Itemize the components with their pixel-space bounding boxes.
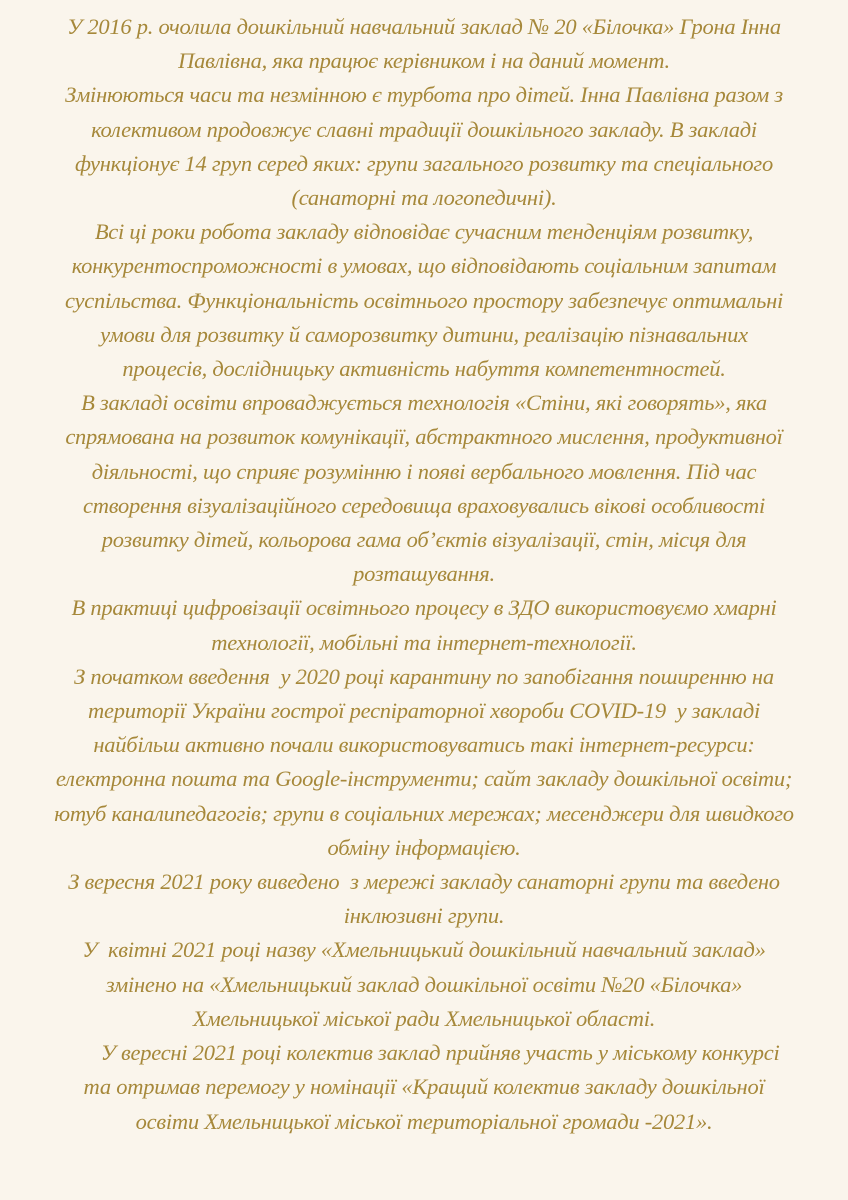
- text-line: технології, мобільні та інтернет-технології.: [211, 629, 637, 655]
- text-line: інклюзивні групи.: [343, 903, 505, 929]
- text-line: конкурентоспроможності в умовах, що відповідають соціальним запитам: [71, 253, 777, 279]
- paragraph-leadership: [0, 10, 848, 78]
- text-line: Хмельницької міської ради Хмельницької області.: [192, 1005, 656, 1031]
- paragraph-covid-resources: [0, 660, 848, 865]
- text-line: ютуб каналипедагогів; групи в соціальних мережах; месенджери для швидкого: [54, 800, 794, 826]
- paragraph-competition-award: [0, 1036, 848, 1139]
- text-line: електронна пошта та Google-інструменти; сайт закладу дошкільної освіти;: [55, 766, 793, 792]
- text-line: З вересня 2021 року виведено з мережі закладу санаторні групи та введено: [68, 869, 780, 895]
- text-line: умови для розвитку й саморозвитку дитини, реалізацію пізнавальних: [100, 321, 748, 347]
- text-line: території України гострої респіраторної хвороби COVID-19 у закладі: [87, 698, 761, 724]
- text-line: Всі ці роки робота закладу відповідає сучасним тенденціям розвитку,: [94, 219, 754, 245]
- text-line: В закладі освіти впроваджується технологія «Стіни, які говорять», яка: [81, 390, 767, 416]
- text-line: розвитку дітей, кольорова гама об’єктів візуалізації, стін, місця для: [101, 527, 747, 553]
- text-line: обміну інформацією.: [327, 834, 521, 860]
- text-line: найбільш активно почали використовуватись такі інтернет-ресурси:: [93, 732, 755, 758]
- paragraph-modern-trends: [0, 215, 848, 386]
- text-line: діяльності, що сприяє розумінню і появі вербального мовлення. Під час: [91, 458, 757, 484]
- text-line: У 2016 р. очолила дошкільний навчальний заклад № 20 «Білочка» Грона Інна: [67, 14, 781, 39]
- text-line: створення візуалізаційного середовища враховувались вікові особливості: [82, 492, 765, 518]
- paragraph-renaming: [0, 933, 848, 1036]
- text-line: функціонує 14 груп серед яких: групи загального розвитку та спеціального: [75, 150, 773, 176]
- text-line: спрямована на розвиток комунікації, абстрактного мислення, продуктивної: [65, 424, 783, 450]
- text-line: Павлівна, яка працює керівником і на даний момент.: [178, 48, 670, 74]
- text-line: суспільства. Функціональність освітнього простору забезпечує оптимальні: [64, 287, 784, 313]
- paragraph-talking-walls: [0, 386, 848, 591]
- text-line: змінено на «Хмельницький заклад дошкільної освіти №20 «Білочка»: [105, 971, 743, 997]
- text-line: У вересні 2021 році колектив заклад прийняв участь у міському конкурсі: [68, 1040, 780, 1066]
- paragraph-digitalization: [0, 591, 848, 659]
- text-line: Змінюються часи та незмінною є турбота про дітей. Інна Павлівна разом з: [65, 82, 783, 108]
- paragraph-traditions: [0, 78, 848, 215]
- paragraph-inclusive-groups: [0, 865, 848, 933]
- text-line: У квітні 2021 році назву «Хмельницький дошкільний навчальний заклад»: [82, 937, 766, 963]
- text-line: розташування.: [353, 561, 495, 587]
- text-line: освіти Хмельницької міської територіальної громади -2021».: [135, 1108, 713, 1134]
- document-body: [0, 10, 848, 1139]
- text-line: В практиці цифровізації освітнього процесу в ЗДО використовуємо хмарні: [71, 595, 777, 621]
- text-line: процесів, дослідницьку активність набуття компетентностей.: [122, 356, 726, 382]
- text-line: колективом продовжує славні традиції дошкільного закладу. В закладі: [91, 116, 757, 142]
- text-line: та отримав перемогу у номінації «Кращий колектив закладу дошкільної: [83, 1074, 765, 1100]
- text-line: (санаторні та логопедичні).: [291, 185, 557, 211]
- text-line: З початком введення у 2020 році карантину по запобігання поширенню на: [74, 663, 774, 689]
